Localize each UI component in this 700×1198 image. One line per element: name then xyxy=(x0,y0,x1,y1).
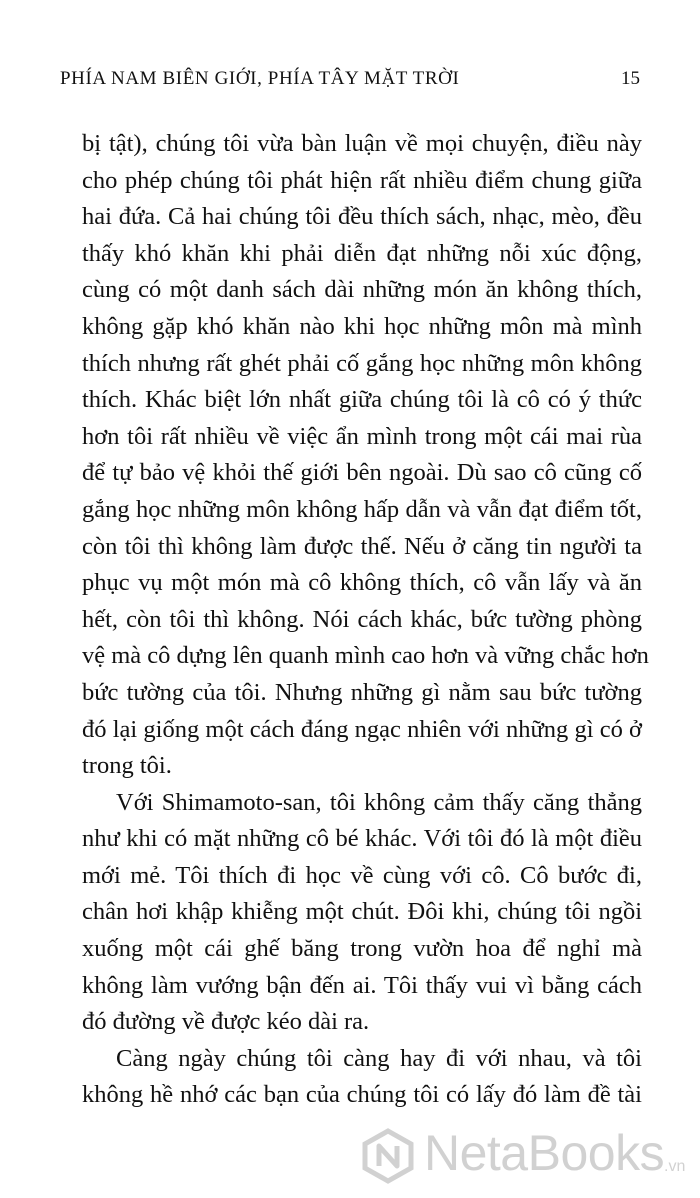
text-line: mới mẻ. Tôi thích đi học về cùng với cô. Cô bước đi, xyxy=(82,861,642,889)
text-line: cho phép chúng tôi phát hiện rất nhiều điểm chung giữa xyxy=(82,166,642,194)
text-line: xuống một cái ghế băng trong vườn hoa để nghỉ mà xyxy=(82,935,642,963)
body-text xyxy=(82,126,649,1114)
paragraph-start-line: Càng ngày chúng tôi càng hay đi với nhau, và tôi xyxy=(116,1044,642,1072)
text-line: không làm vướng bận đến ai. Tôi thấy vui vì bằng cách xyxy=(82,971,642,999)
text-line: để tự bảo vệ khỏi thế giới bên ngoài. Dù sao cô cũng cố xyxy=(82,459,642,487)
text-line: không hề nhớ các bạn của chúng tôi có lấy đó làm đề tài xyxy=(82,1081,642,1109)
text-line: phục vụ một món mà cô không thích, cô vẫn lấy và ăn xyxy=(82,569,642,597)
running-header xyxy=(60,68,640,98)
text-line: vệ mà cô dựng lên quanh mình cao hơn và vững chắc hơn xyxy=(82,642,649,670)
watermark-brand: NetaBooks xyxy=(424,1125,665,1181)
text-line: hết, còn tôi thì không. Nói cách khác, bức tường phòng xyxy=(82,605,642,633)
text-line: như khi có mặt những cô bé khác. Với tôi đó là một điều xyxy=(82,825,642,853)
paragraph-end-line: trong tôi. xyxy=(82,752,172,780)
watermark xyxy=(360,1122,690,1188)
text-line: chân hơi khập khiễng một chút. Đôi khi, chúng tôi ngồi xyxy=(82,898,642,926)
watermark-suffix: .vn xyxy=(664,1158,686,1175)
page-number: 15 xyxy=(621,68,640,89)
paragraph-end-line: đó đường về được kéo dài ra. xyxy=(82,1008,370,1036)
text-line: thích nhưng rất ghét phải cố gắng học những môn không xyxy=(82,349,642,377)
running-title: PHÍA NAM BIÊN GIỚI, PHÍA TÂY MẶT TRỜI xyxy=(60,68,460,89)
text-line: bức tường của tôi. Nhưng những gì nằm sau bức tường xyxy=(82,678,642,706)
text-line: thấy khó khăn khi phải diễn đạt những nỗi xúc động, xyxy=(82,239,642,267)
text-line: thích. Khác biệt lớn nhất giữa chúng tôi là cô có ý thức xyxy=(82,386,642,414)
text-line: gắng học những môn không hấp dẫn và vẫn đạt điểm tốt, xyxy=(82,495,642,523)
text-line: bị tật), chúng tôi vừa bàn luận về mọi chuyện, điều này xyxy=(82,130,642,157)
paragraph-start-line: Với Shimamoto-san, tôi không cảm thấy căng thẳng xyxy=(116,788,642,816)
netabooks-logo-icon xyxy=(360,1128,416,1184)
text-line: còn tôi thì không làm được thế. Nếu ở căng tin người ta xyxy=(82,532,642,560)
text-line: hai đứa. Cả hai chúng tôi đều thích sách, nhạc, mèo, đều xyxy=(82,203,642,231)
text-line: cùng có một danh sách dài những món ăn không thích, xyxy=(82,276,642,304)
text-line: đó lại giống một cách đáng ngạc nhiên với những gì có ở xyxy=(82,715,642,743)
text-line: không gặp khó khăn nào khi học những môn mà mình xyxy=(82,312,642,340)
text-line: hơn tôi rất nhiều về việc ẩn mình trong một cái mai rùa xyxy=(82,422,642,450)
